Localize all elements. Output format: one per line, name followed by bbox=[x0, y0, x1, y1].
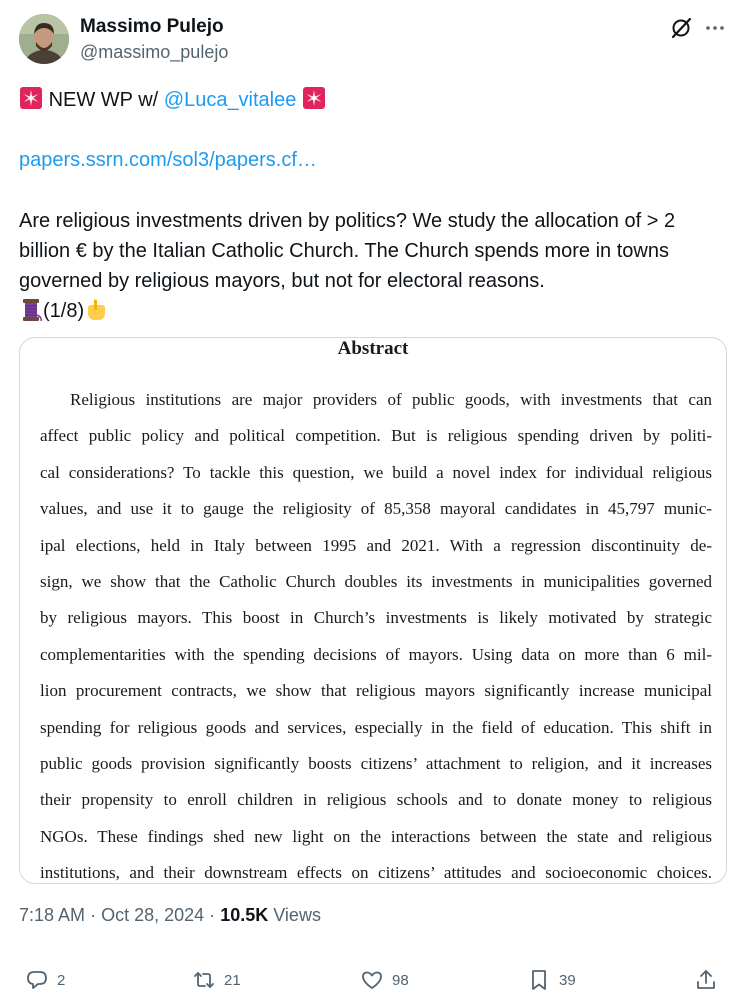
abstract-line: Religious institutions are major providers of public goods, with investments that can bbox=[70, 390, 712, 409]
point-down-icon bbox=[84, 298, 108, 322]
mention-link[interactable]: @Luca_vitalee bbox=[163, 89, 297, 111]
share-icon bbox=[694, 968, 718, 992]
abstract-line: their propensity to enroll children in religious schools and to donate money to religious bbox=[40, 790, 712, 810]
post-time[interactable]: 7:18 AM bbox=[19, 905, 86, 925]
bookmark-count: 39 bbox=[559, 971, 576, 989]
bookmark-icon bbox=[527, 968, 551, 992]
heart-icon bbox=[360, 968, 384, 992]
siren-icon bbox=[19, 86, 43, 110]
abstract-image[interactable] bbox=[19, 337, 727, 884]
reply-icon bbox=[25, 968, 49, 992]
meta-separator: · bbox=[90, 905, 97, 925]
abstract-line: by religious mayors. This boost in Church’s investments is likely motivated by strategic bbox=[40, 608, 712, 628]
repost-count: 21 bbox=[224, 971, 241, 989]
reply-button[interactable] bbox=[25, 962, 65, 998]
abstract-line: values, and use it to gauge the religiosity of 85,358 mayoral candidates in 45,797 munic- bbox=[40, 499, 712, 519]
paper-link[interactable]: papers.ssrn.com/sol3/papers.cf… bbox=[19, 149, 317, 171]
post-headline bbox=[19, 86, 326, 114]
abstract-line: lion procurement contracts, we show that religious mayors significantly increase municipal bbox=[40, 681, 712, 701]
thread-marker: (1/8) bbox=[43, 300, 85, 322]
headline-prefix: NEW WP w/ bbox=[48, 89, 159, 111]
like-count: 98 bbox=[392, 971, 409, 989]
abstract-line: NGOs. These findings shed new light on the interactions between the state and religious bbox=[40, 826, 712, 846]
abstract-body bbox=[40, 382, 712, 884]
abstract-line: public goods provision significantly boosts citizens’ attachment to religion, and it increases bbox=[40, 753, 712, 773]
abstract-line: cal considerations? To tackle this question, we build a novel index for individual religious bbox=[40, 462, 712, 482]
action-bar bbox=[0, 962, 735, 998]
author-handle[interactable]: @massimo_pulejo bbox=[80, 42, 229, 62]
abstract-line: sign, we show that the Catholic Church doubles its investments in municipalities governed bbox=[40, 571, 712, 591]
thread-line bbox=[19, 296, 725, 326]
abstract-line: complementarities with the spending decisions of mayors. Using data on more than 6 mil- bbox=[40, 644, 712, 664]
thread-spool-icon bbox=[19, 298, 43, 322]
grok-icon[interactable] bbox=[669, 16, 693, 40]
body-line: billion € by the Italian Catholic Church. The Church spends more in towns bbox=[19, 240, 669, 262]
abstract-line: ipal elections, held in Italy between 1995 and 2021. With a regression discontinuity de- bbox=[40, 535, 712, 555]
repost-button[interactable] bbox=[192, 962, 241, 998]
repost-icon bbox=[192, 968, 216, 992]
share-button[interactable] bbox=[694, 962, 718, 998]
body-line: governed by religious mayors, but not for electoral reasons. bbox=[19, 270, 545, 292]
post-body bbox=[19, 206, 725, 326]
abstract-title: Abstract bbox=[337, 338, 409, 359]
avatar[interactable] bbox=[19, 14, 69, 64]
reply-count: 2 bbox=[57, 971, 66, 989]
post-date[interactable]: Oct 28, 2024 bbox=[101, 905, 205, 925]
body-line: Are religious investments driven by politics? We study the allocation of > 2 bbox=[19, 210, 676, 232]
like-button[interactable] bbox=[360, 962, 409, 998]
abstract-line: affect public policy and political competition. But is religious spending driven by politi- bbox=[40, 426, 712, 446]
author-name[interactable]: Massimo Pulejo bbox=[80, 16, 224, 37]
abstract-line: institutions, and their downstream effects on citizens’ attitudes and socioeconomic choices. bbox=[40, 863, 712, 883]
bookmark-button[interactable] bbox=[527, 962, 576, 998]
meta-separator: · bbox=[209, 905, 216, 925]
views-label: Views bbox=[273, 905, 321, 925]
abstract-line: spending for religious goods and services, especially in the field of education. This shift in bbox=[40, 717, 712, 737]
siren-icon bbox=[302, 86, 326, 110]
post-meta bbox=[19, 905, 321, 926]
views-count: 10.5K bbox=[220, 905, 269, 925]
more-options-icon[interactable] bbox=[703, 16, 727, 40]
